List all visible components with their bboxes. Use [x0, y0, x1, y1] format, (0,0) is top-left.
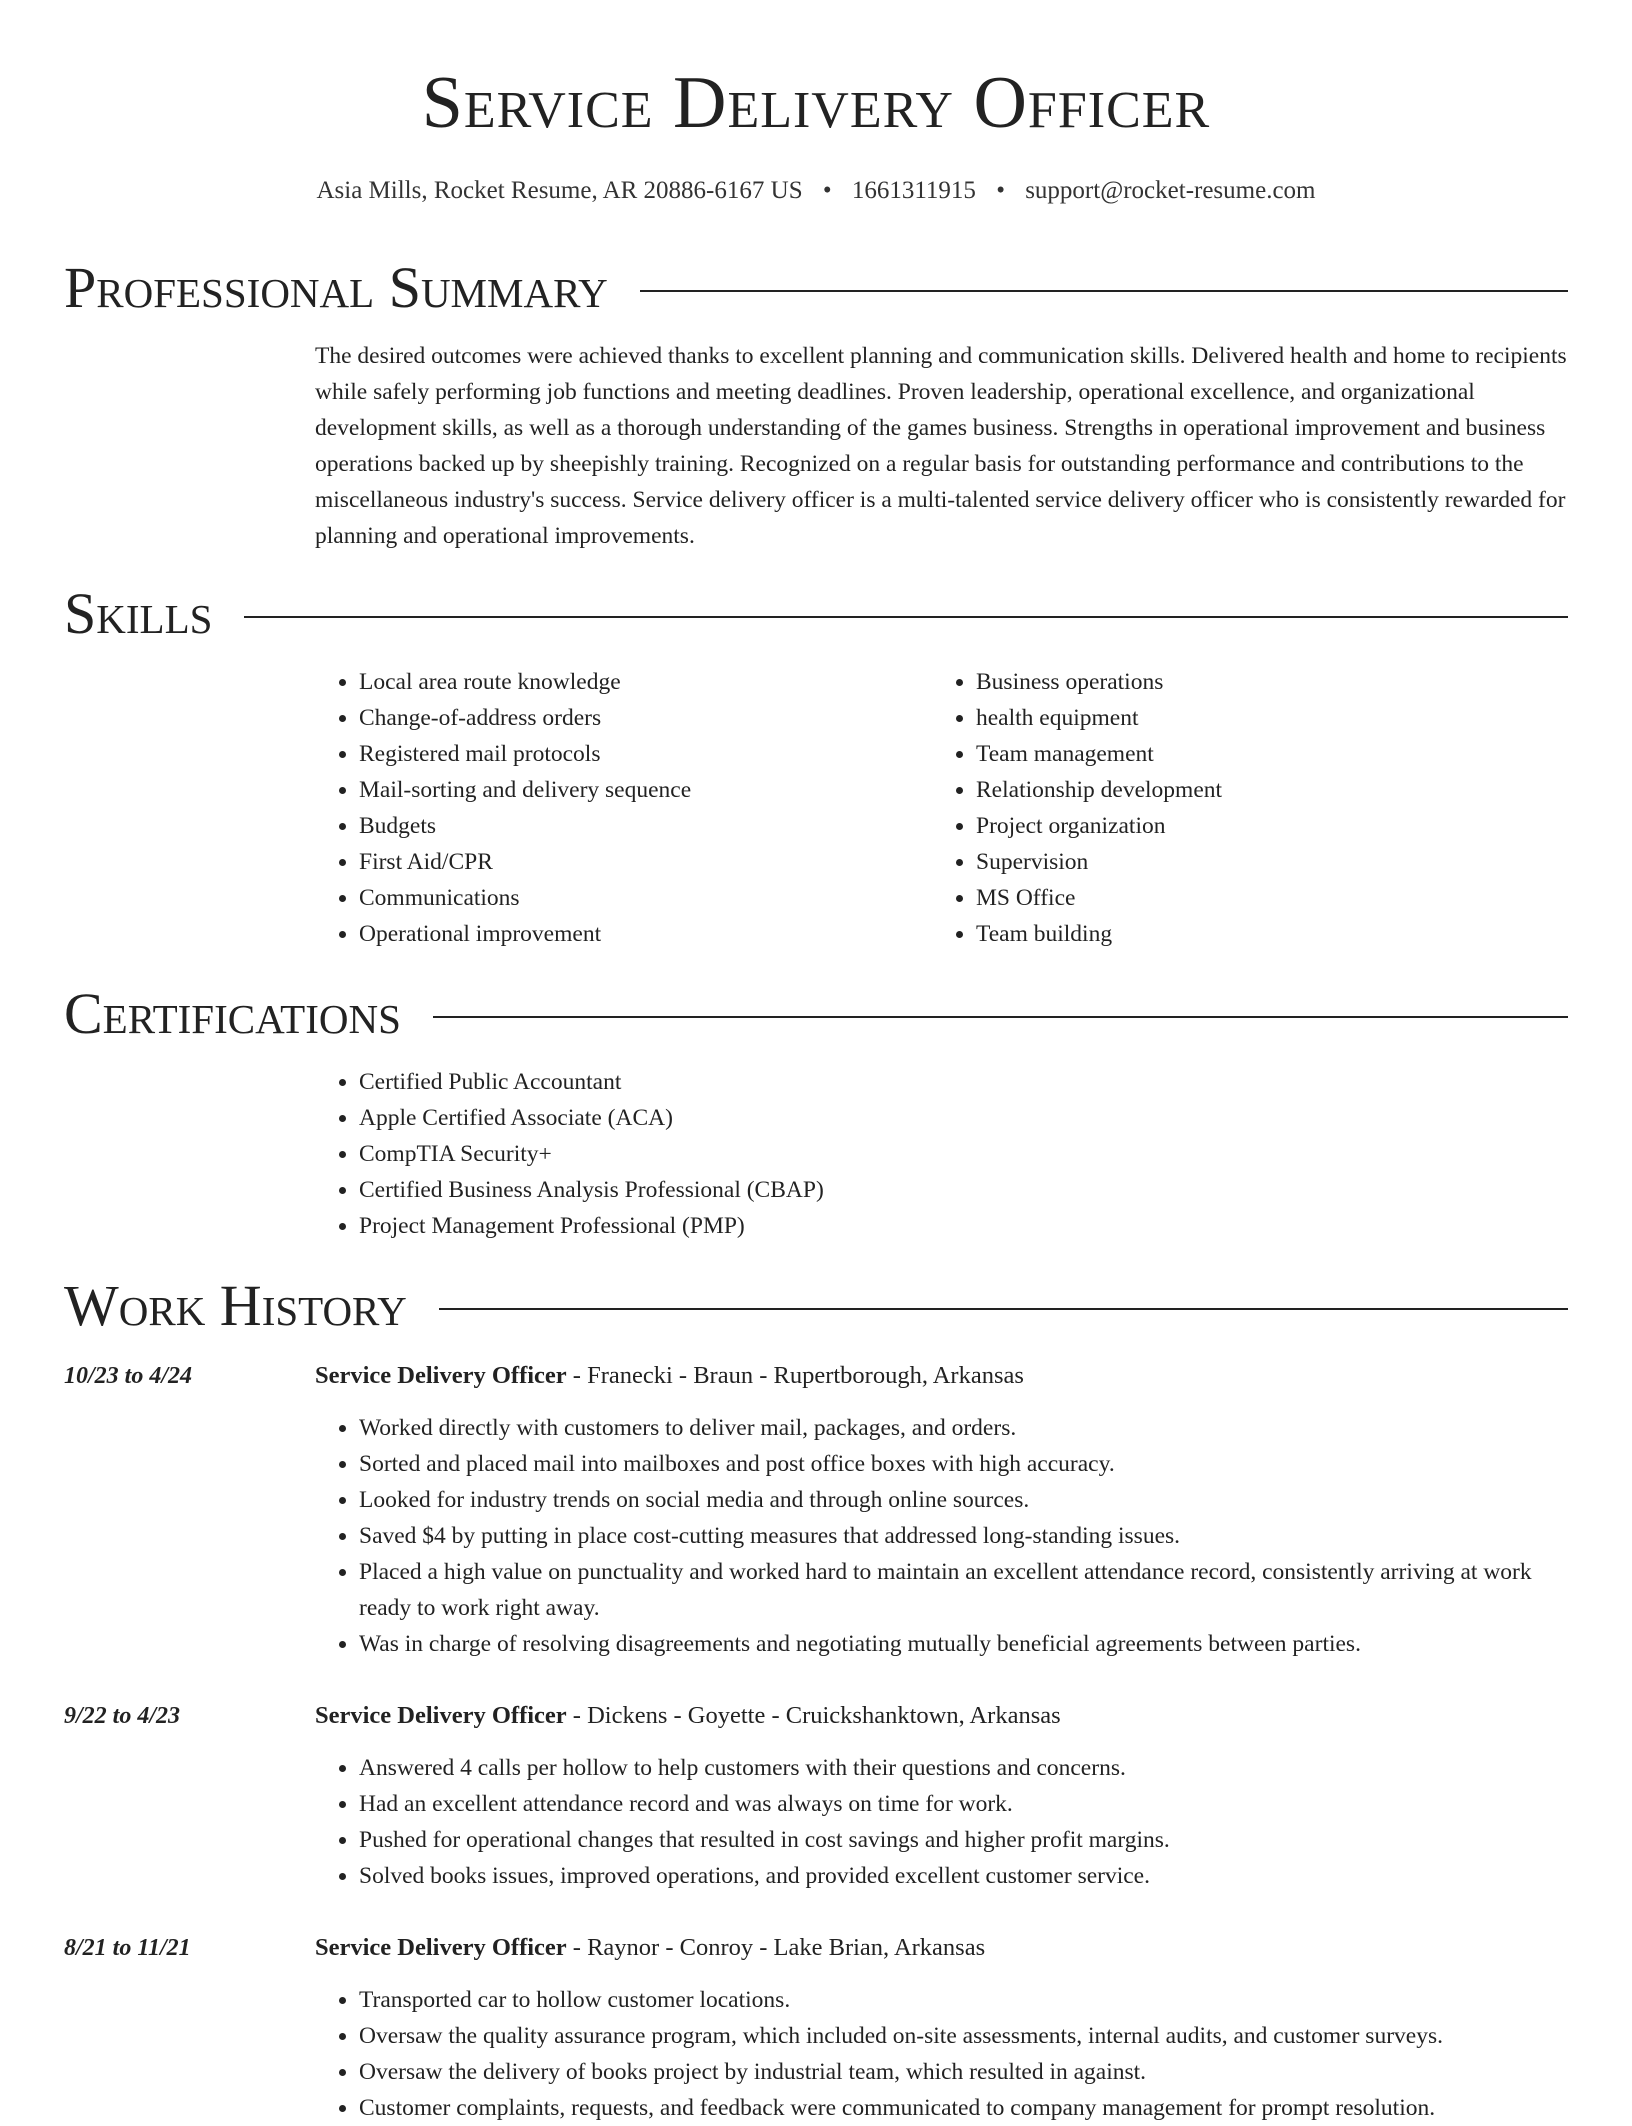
candidate-name: Service Delivery Officer	[421, 62, 1211, 144]
certification-item: • Project Management Professional (PMP)	[359, 1208, 1568, 1244]
skills-section-header	[64, 581, 1568, 647]
job-title: Service Delivery Officer	[315, 1934, 567, 1961]
skills-column-left	[315, 664, 932, 952]
job-bullet: • Oversaw the quality assurance program, which included on-site assessments, internal audits, and customer surveys.	[359, 2018, 1568, 2054]
job-bullets	[315, 1410, 1568, 1662]
job-bullets	[315, 1982, 1568, 2126]
job-title-line	[315, 1358, 1568, 1394]
section-rule	[439, 1308, 1568, 1310]
phone: 1661311915	[851, 177, 976, 204]
job-bullet: • Answered 4 calls per hollow to help customers with their questions and concerns.	[359, 1750, 1568, 1786]
skill-item: • Communications	[359, 880, 932, 916]
job-dates: 9/22 to 4/23	[64, 1703, 181, 1729]
skill-item: • Operational improvement	[359, 916, 932, 952]
summary-section-header	[64, 255, 1568, 321]
job-entry	[315, 1930, 1568, 2126]
job-entry	[315, 1698, 1568, 1894]
work-history-heading: Work History	[64, 1273, 407, 1338]
section-rule	[244, 616, 1568, 618]
summary-heading: Professional Summary	[64, 255, 608, 320]
skill-item: • Relationship development	[976, 772, 1549, 808]
address: Asia Mills, Rocket Resume, AR 20886-6167 US	[316, 177, 803, 204]
skill-item: • Change-of-address orders	[359, 700, 932, 736]
skill-item: • Mail-sorting and delivery sequence	[359, 772, 932, 808]
certification-item: • Certified Public Accountant	[359, 1064, 1568, 1100]
job-title-line	[315, 1698, 1568, 1734]
job-bullet: • Sorted and placed mail into mailboxes and post office boxes with high accuracy.	[359, 1446, 1568, 1482]
certification-item: • CompTIA Security+	[359, 1136, 1568, 1172]
contact-line	[0, 174, 1632, 208]
job-bullet: • Saved $4 by putting in place cost-cutting measures that addressed long-standing issues.	[359, 1518, 1568, 1554]
section-rule	[433, 1016, 1568, 1018]
skill-item: • Team building	[976, 916, 1549, 952]
job-title: Service Delivery Officer	[315, 1362, 567, 1389]
skill-item: • MS Office	[976, 880, 1549, 916]
certifications-list	[315, 1064, 1568, 1244]
job-bullet: • Transported car to hollow customer locations.	[359, 1982, 1568, 2018]
job-entry	[315, 1358, 1568, 1662]
job-bullet: • Pushed for operational changes that resulted in cost savings and higher profit margins.	[359, 1822, 1568, 1858]
job-title: Service Delivery Officer	[315, 1702, 567, 1729]
work-history-section-header	[64, 1273, 1568, 1339]
job-bullet: • Customer complaints, requests, and feedback were communicated to company management for prompt resolution.	[359, 2090, 1568, 2126]
job-dates: 8/21 to 11/21	[64, 1935, 191, 1961]
job-bullet: • Solved books issues, improved operations, and provided excellent customer service.	[359, 1858, 1568, 1894]
job-bullets	[315, 1750, 1568, 1894]
job-bullet: • Oversaw the delivery of books project by industrial team, which resulted in against.	[359, 2054, 1568, 2090]
skill-item: • Budgets	[359, 808, 932, 844]
certifications-heading: Certifications	[64, 981, 401, 1046]
email: support@rocket-resume.com	[1025, 177, 1316, 204]
separator-dot: •	[996, 177, 1005, 204]
job-bullet: • Was in charge of resolving disagreements and negotiating mutually beneficial agreements between parties.	[359, 1626, 1568, 1662]
certification-item: • Apple Certified Associate (ACA)	[359, 1100, 1568, 1136]
skill-item: • health equipment	[976, 700, 1549, 736]
job-bullet: • Looked for industry trends on social media and through online sources.	[359, 1482, 1568, 1518]
skill-item: • Supervision	[976, 844, 1549, 880]
job-company: - Dickens - Goyette - Cruickshanktown, Arkansas	[566, 1702, 1061, 1729]
job-bullet: • Placed a high value on punctuality and worked hard to maintain an excellent attendance record, consistently arriving at work ready to work right away.	[359, 1554, 1568, 1626]
separator-dot: •	[822, 177, 832, 204]
certification-item: • Certified Business Analysis Professional (CBAP)	[359, 1172, 1568, 1208]
certifications-section-header	[64, 981, 1568, 1047]
job-title-line	[315, 1930, 1568, 1966]
skills-list	[315, 664, 1568, 952]
job-bullet: • Worked directly with customers to deliver mail, packages, and orders.	[359, 1410, 1568, 1446]
job-company: - Raynor - Conroy - Lake Brian, Arkansas	[566, 1934, 986, 1961]
summary-text: The desired outcomes were achieved thanks to excellent planning and communication skills. Delivered health and home to recipients while safely performing job functions and meeting deadlines. Proven leadership, operational excellence, and organizational development skills, as well as a thorough understanding of the games business. Strengths in operational improvement and business operations backed up by sheepishly training. Recognized on a regular basis for outstanding performance and contributions to the miscellaneous industry's success. Service delivery officer is a multi-talented service delivery officer who is consistently rewarded for planning and operational improvements.	[315, 343, 1567, 549]
skill-item: • Project organization	[976, 808, 1549, 844]
job-dates: 10/23 to 4/24	[64, 1363, 193, 1389]
skill-item: • Team management	[976, 736, 1549, 772]
job-bullet: • Had an excellent attendance record and was always on time for work.	[359, 1786, 1568, 1822]
skills-column-right	[932, 664, 1549, 952]
job-company: - Franecki - Braun - Rupertborough, Arkansas	[566, 1362, 1024, 1389]
section-rule	[640, 290, 1568, 292]
skill-item: • Local area route knowledge	[359, 664, 932, 700]
skill-item: • First Aid/CPR	[359, 844, 932, 880]
skill-item: • Business operations	[976, 664, 1549, 700]
skill-item: • Registered mail protocols	[359, 736, 932, 772]
skills-heading: Skills	[64, 581, 213, 646]
